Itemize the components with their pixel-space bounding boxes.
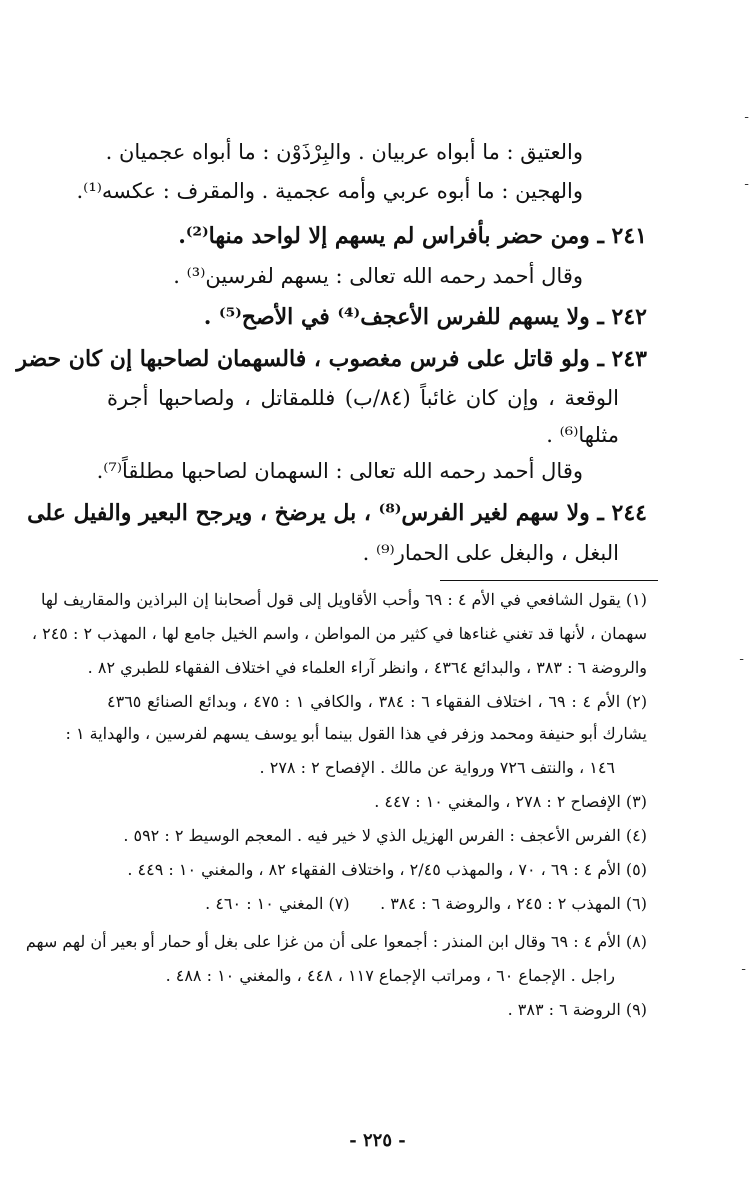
scan-mark: ـ [742, 960, 746, 973]
body-line: وقال أحمد رحمه الله تعالى : السهمان لصاحبها مطلقاً⁽⁷⁾. [96, 459, 583, 483]
footnote-line: (٢) الأم ٤ : ٦٩ ، اختلاف الفقهاء ٦ : ٣٨٤ ، والكافي ١ : ٤٧٥ ، وبدائع الصنائع ٤٣٦٥ [107, 692, 648, 711]
body-line: والعتيق : ما أبواه عربيان . والبِرْذَوْن : ما أبواه عجميان . [105, 140, 583, 164]
footnote-separator [440, 580, 658, 581]
issue-heading-244: ٢٤٤ ـ ولا سهم لغير الفرس⁽⁸⁾ ، بل يرضخ ، ويرجح البعير والفيل على [27, 500, 647, 526]
body-line: مثلها⁽⁶⁾ . [546, 423, 619, 447]
footnote-line: راجل . الإجماع ٦٠ ، ومراتب الإجماع ١١٧ ، ٤٤٨ ، والمغني ١٠ : ٤٨٨ . [165, 966, 615, 985]
body-line: والهجين : ما أبوه عربي وأمه عجمية . والمقرف : عكسه⁽¹⁾. [76, 179, 583, 203]
body-line: وقال أحمد رحمه الله تعالى : يسهم لفرسين⁽³⁾ . [173, 264, 583, 288]
issue-heading-242: ٢٤٢ ـ ولا يسهم للفرس الأعجف⁽⁴⁾ في الأصح⁽⁵⁾ . [203, 304, 647, 330]
footnote-line: سهمان ، لأنها قد تغني غناءها في كثير من المواطن ، واسم الخيل جامع لها ، المهذب ٢ : ٢٤٥ ، [31, 624, 647, 643]
footnote-line: (١) يقول الشافعي في الأم ٤ : ٦٩ وأحب الأقاويل إلى قول أصحابنا إن البراذين والمقاريف لها [41, 590, 647, 609]
scan-mark: ـ [745, 108, 749, 121]
footnote-line: (٩) الروضة ٦ : ٣٨٣ . [507, 1000, 647, 1019]
footnote-line: والروضة ٦ : ٣٨٣ ، والبدائع ٤٣٦٤ ، وانظر آراء العلماء في اختلاف الفقهاء للطبري ٨٢ . [87, 658, 647, 677]
scan-mark: ـ [740, 650, 744, 663]
scan-mark: ـ [745, 175, 749, 188]
issue-heading-243: ٢٤٣ ـ ولو قاتل على فرس مغصوب ، فالسهمان لصاحبها إن كان حضر [16, 346, 647, 372]
footnote-line: (٥) الأم ٤ : ٦٩ ، ٧٠ ، والمهذب ٢/٤٥ ، واختلاف الفقهاء ٨٢ ، والمغني ١٠ : ٤٤٩ . [127, 860, 647, 879]
footnote-line: (٣) الإفصاح ٢ : ٢٧٨ ، والمغني ١٠ : ٤٤٧ . [374, 792, 647, 811]
footnote-line: (٦) المهذب ٢ : ٢٤٥ ، والروضة ٦ : ٣٨٤ . (٧) المغني ١٠ : ٤٦٠ . [205, 894, 647, 913]
footnote-line: (٤) الفرس الأعجف : الفرس الهزيل الذي لا خير فيه . المعجم الوسيط ٢ : ٥٩٢ . [123, 826, 647, 845]
footnote-line: يشارك أبو حنيفة ومحمد وزفر في هذا القول بينما أبو يوسف يسهم لفرسين ، والهداية ١ : [65, 724, 647, 743]
issue-heading-241: ٢٤١ ـ ومن حضر بأفراس لم يسهم إلا لواحد منها⁽²⁾. [178, 223, 647, 249]
page-number: - ٢٢٥ - [349, 1130, 406, 1151]
footnote-line: (٨) الأم ٤ : ٦٩ وقال ابن المنذر : أجمعوا على أن من غزا على بغل أو حمار أو بعير أن لهم سهم [25, 932, 647, 951]
footnote-line: ١٤٦ ، والنتف ٧٢٦ ورواية عن مالك . الإفصاح ٢ : ٢٧٨ . [259, 758, 615, 777]
body-line: البغل ، والبغل على الحمار⁽⁹⁾ . [362, 541, 619, 565]
body-line: الوقعة ، وإن كان غائباً (٨٤/ب) فللمقاتل ، ولصاحبها أجرة [107, 386, 619, 410]
